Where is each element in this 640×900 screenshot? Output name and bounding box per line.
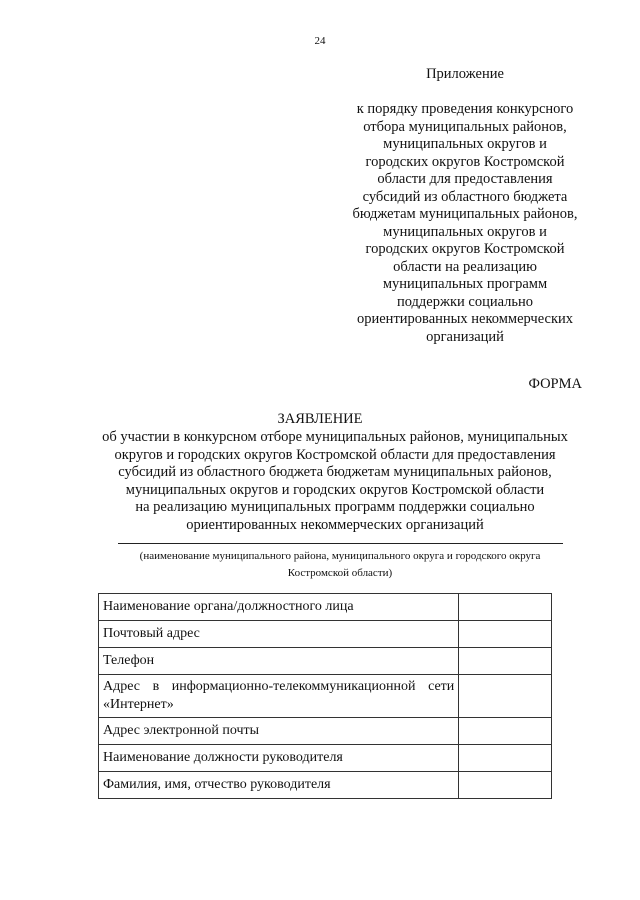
subtitle-line: на реализацию муниципальных программ поддержки социально (135, 499, 535, 515)
row-label: Адрес электронной почты (99, 718, 459, 745)
table-row (99, 745, 552, 772)
row-label: Почтовый адрес (99, 621, 459, 648)
subtitle-line: муниципальных округов и городских округов Костромской области (125, 481, 545, 498)
appendix-line: субсидий из областного бюджета (362, 188, 568, 205)
row-label: Наименование органа/должностного лица (99, 594, 459, 621)
subtitle-line: ориентированных некоммерческих организаций (186, 516, 484, 533)
appendix-line: к порядку проведения конкурсного (356, 101, 574, 117)
appendix-line: области на реализацию (393, 258, 537, 275)
page-number: 24 (314, 35, 326, 47)
row-value-field[interactable] (459, 675, 552, 718)
subtitle-line: округов и городских округов Костромской области для предоставления (114, 446, 556, 463)
document-subtitle (60, 429, 610, 534)
row-value-field[interactable] (459, 648, 552, 675)
row-label: Телефон (99, 648, 459, 675)
table-row (99, 594, 552, 621)
appendix-line: городских округов Костромской (365, 153, 565, 170)
row-label: Фамилия, имя, отчество руководителя (99, 772, 459, 799)
applicant-info-table (98, 593, 552, 799)
subtitle-line: субсидий из областного бюджета бюджетам муниципальных районов, (118, 464, 552, 480)
row-label: Адрес в информационно-телекоммуникационной сети «Интернет» (99, 675, 459, 718)
table-row (99, 621, 552, 648)
table-row (99, 772, 552, 799)
appendix-text (340, 101, 590, 346)
row-value-field[interactable] (459, 594, 552, 621)
table-row (99, 648, 552, 675)
subtitle-line: об участии в конкурсном отборе муниципальных районов, муниципальных (102, 429, 568, 445)
caption-line: (наименование муниципального района, муниципального округа и городского округа (139, 550, 541, 562)
row-value-field[interactable] (459, 621, 552, 648)
row-label: Наименование должности руководителя (99, 745, 459, 772)
table-row (99, 718, 552, 745)
row-value-field[interactable] (459, 745, 552, 772)
appendix-line: бюджетам муниципальных районов, (352, 206, 578, 222)
appendix-line: муниципальных округов и (383, 223, 547, 240)
appendix-line: городских округов Костромской (365, 241, 565, 257)
municipality-fill-line[interactable] (118, 543, 563, 544)
table-row (99, 675, 552, 718)
appendix-line: области для предоставления (377, 171, 553, 187)
form-label: ФОРМА (528, 376, 582, 392)
appendix-line: муниципальных программ (382, 276, 548, 292)
appendix-line: ориентированных некоммерческих (356, 311, 573, 327)
appendix-line: отбора муниципальных районов, (363, 118, 567, 135)
caption-line: Костромской области) (287, 567, 393, 579)
appendix-line: муниципальных округов и (383, 136, 547, 152)
row-value-field[interactable] (459, 772, 552, 799)
row-value-field[interactable] (459, 718, 552, 745)
appendix-line: организаций (426, 328, 504, 345)
municipality-caption (110, 548, 570, 582)
appendix-line: поддержки социально (396, 293, 534, 310)
document-title: ЗАЯВЛЕНИЕ (277, 411, 363, 427)
appendix-title: Приложение (426, 66, 504, 82)
